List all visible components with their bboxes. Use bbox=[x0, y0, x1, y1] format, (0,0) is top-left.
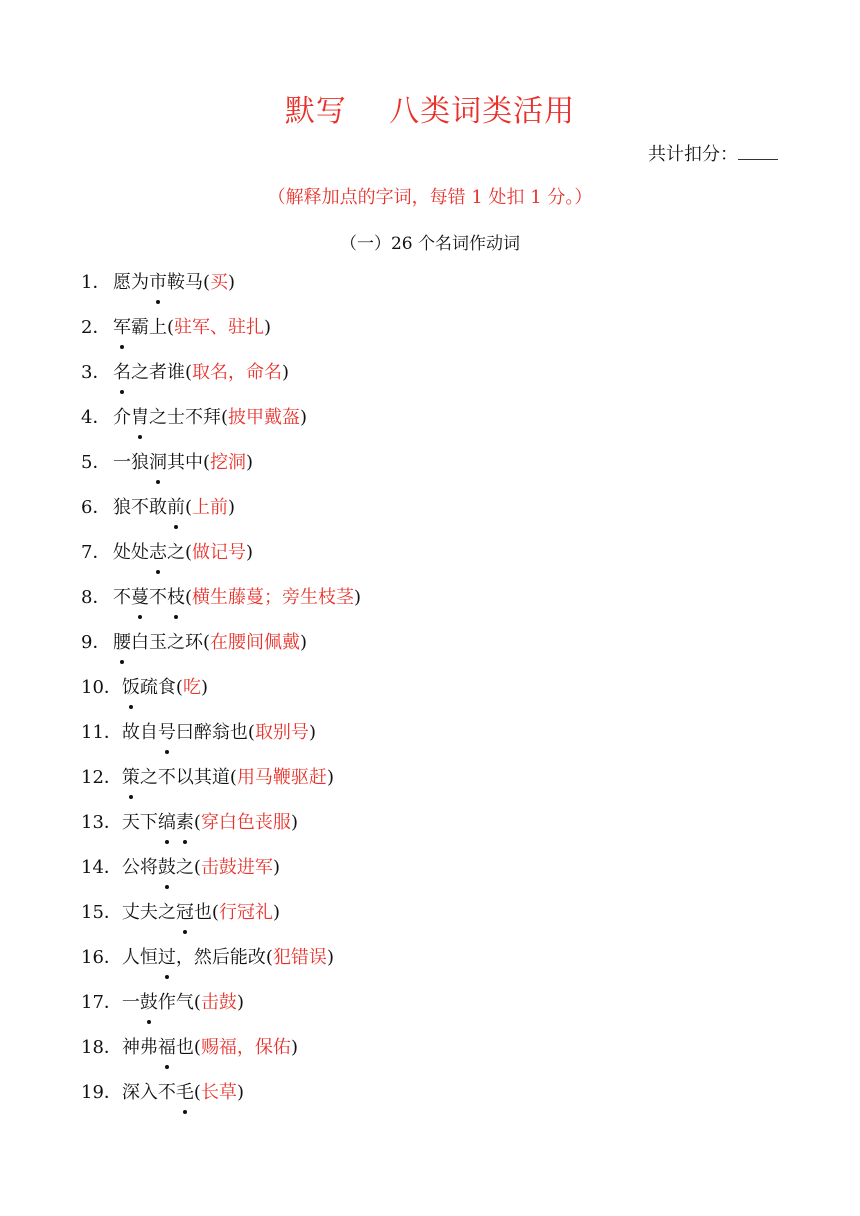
answer-text: 驻军、驻扎 bbox=[174, 317, 265, 338]
dotted-char: 市 bbox=[149, 268, 167, 298]
item-text: 其中 bbox=[167, 452, 203, 473]
list-item bbox=[81, 313, 801, 358]
item-number: 7． bbox=[81, 542, 111, 563]
item-text: 一 bbox=[121, 992, 140, 1013]
item-text: 之者谁 bbox=[131, 362, 185, 383]
dotted-char: 胄 bbox=[131, 403, 149, 433]
item-text: 丈夫之 bbox=[121, 902, 176, 923]
answer-text: 横生藤蔓；旁生枝茎 bbox=[192, 587, 355, 608]
paren: ( bbox=[193, 812, 201, 833]
dotted-char: 枝 bbox=[167, 583, 185, 613]
dotted-word bbox=[131, 407, 149, 428]
dotted-word bbox=[158, 722, 176, 743]
paren: ( bbox=[175, 677, 183, 698]
paren: ) bbox=[300, 407, 308, 428]
list-item bbox=[81, 898, 801, 943]
dotted-word bbox=[113, 317, 131, 338]
dotted-char: 军 bbox=[113, 313, 131, 343]
answer-text: 赐福，保佑 bbox=[200, 1037, 291, 1058]
paren: ( bbox=[185, 587, 193, 608]
paren: ) bbox=[290, 812, 298, 833]
dotted-char: 素 bbox=[176, 808, 194, 838]
dotted-char: 过 bbox=[158, 943, 176, 973]
question-list bbox=[81, 268, 801, 1123]
paren: ( bbox=[185, 362, 193, 383]
item-number: 8． bbox=[81, 587, 111, 608]
paren: ( bbox=[211, 902, 219, 923]
paren: ( bbox=[167, 317, 175, 338]
list-item bbox=[81, 583, 801, 628]
paren: ( bbox=[221, 407, 229, 428]
answer-text: 挖洞 bbox=[210, 452, 247, 473]
list-item bbox=[81, 763, 801, 808]
item-text: 曰醉翁也 bbox=[175, 722, 248, 743]
paren: ) bbox=[326, 947, 334, 968]
item-text: 之士不拜 bbox=[149, 407, 221, 428]
dotted-char: 福 bbox=[158, 1033, 176, 1063]
paren: ) bbox=[228, 272, 236, 293]
paren: ( bbox=[247, 722, 255, 743]
item-text: 鞍马 bbox=[167, 272, 203, 293]
dotted-word bbox=[149, 272, 167, 293]
answer-text: 长草 bbox=[200, 1082, 237, 1103]
item-text: ，然后能改 bbox=[175, 947, 266, 968]
dotted-char: 前 bbox=[167, 493, 185, 523]
paren: ) bbox=[228, 497, 236, 518]
answer-text: 取别号 bbox=[254, 722, 309, 743]
paren: ) bbox=[236, 992, 244, 1013]
item-text: 也 bbox=[193, 902, 212, 923]
dotted-word bbox=[140, 992, 158, 1013]
score-blank bbox=[738, 143, 778, 160]
paren: ) bbox=[300, 632, 308, 653]
item-text: 之 bbox=[175, 857, 194, 878]
item-text: 公将 bbox=[121, 857, 158, 878]
list-item bbox=[81, 493, 801, 538]
dotted-word bbox=[113, 632, 131, 653]
dotted-word bbox=[158, 1037, 176, 1058]
item-number: 13． bbox=[81, 812, 122, 833]
item-number: 6． bbox=[81, 497, 111, 518]
dotted-char: 鼓 bbox=[140, 988, 158, 1018]
paren: ( bbox=[193, 1082, 201, 1103]
dotted-word bbox=[158, 812, 194, 833]
item-number: 18． bbox=[81, 1037, 122, 1058]
answer-text: 上前 bbox=[192, 497, 229, 518]
dotted-char: 蔓 bbox=[131, 583, 149, 613]
paren: ) bbox=[246, 452, 254, 473]
dotted-word bbox=[167, 587, 185, 608]
answer-text: 做记号 bbox=[192, 542, 247, 563]
paren: ) bbox=[200, 677, 208, 698]
item-number: 2． bbox=[81, 317, 111, 338]
item-text: 白玉之环 bbox=[131, 632, 203, 653]
item-text: 狼不敢 bbox=[113, 497, 167, 518]
dotted-char: 冠 bbox=[176, 898, 194, 928]
dotted-word bbox=[122, 677, 140, 698]
paren: ) bbox=[354, 587, 362, 608]
dotted-char: 缟 bbox=[158, 808, 176, 838]
paren: ) bbox=[264, 317, 272, 338]
item-text: 不 bbox=[113, 587, 131, 608]
dotted-char: 腰 bbox=[113, 628, 131, 658]
paren: ) bbox=[272, 902, 280, 923]
item-text: 神弗 bbox=[121, 1037, 158, 1058]
item-text: 也 bbox=[175, 1037, 194, 1058]
item-number: 11． bbox=[81, 722, 122, 743]
page-title: 默写 八类词类活用 bbox=[284, 94, 576, 129]
paren: ( bbox=[229, 767, 237, 788]
score-label: 共计扣分： bbox=[648, 144, 738, 165]
dotted-word bbox=[167, 497, 185, 518]
list-item bbox=[81, 268, 801, 313]
item-text: 愿为 bbox=[113, 272, 149, 293]
paren: ) bbox=[282, 362, 290, 383]
item-number: 12． bbox=[81, 767, 122, 788]
paren: ( bbox=[185, 497, 193, 518]
answer-text: 击鼓进军 bbox=[200, 857, 273, 878]
paren: ) bbox=[308, 722, 316, 743]
answer-text: 吃 bbox=[182, 677, 201, 698]
dotted-char: 号 bbox=[158, 718, 176, 748]
item-text: 天下 bbox=[121, 812, 158, 833]
dotted-char: 名 bbox=[113, 358, 131, 388]
item-number: 17． bbox=[81, 992, 122, 1013]
list-item bbox=[81, 403, 801, 448]
dotted-word bbox=[149, 542, 167, 563]
item-number: 9． bbox=[81, 632, 111, 653]
list-item bbox=[81, 628, 801, 673]
dotted-char: 鼓 bbox=[158, 853, 176, 883]
paren: ( bbox=[265, 947, 273, 968]
list-item bbox=[81, 358, 801, 403]
paren: ( bbox=[203, 632, 211, 653]
item-text: 介 bbox=[113, 407, 131, 428]
list-item bbox=[81, 1078, 801, 1123]
item-number: 16． bbox=[81, 947, 122, 968]
item-number: 5． bbox=[81, 452, 111, 473]
answer-text: 行冠礼 bbox=[218, 902, 273, 923]
dotted-word bbox=[131, 587, 149, 608]
answer-text: 犯错误 bbox=[272, 947, 327, 968]
instruction: （解释加点的字词，每错 1 处扣 1 分。） bbox=[267, 187, 593, 208]
paren: ( bbox=[193, 992, 201, 1013]
score-deduction bbox=[648, 140, 778, 166]
answer-text: 在腰间佩戴 bbox=[210, 632, 301, 653]
list-item bbox=[81, 673, 801, 718]
paren: ) bbox=[236, 1082, 244, 1103]
item-text: 不 bbox=[149, 587, 167, 608]
item-text: 疏食 bbox=[139, 677, 176, 698]
dotted-char: 饭 bbox=[122, 673, 140, 703]
answer-text: 穿白色丧服 bbox=[200, 812, 291, 833]
dotted-word bbox=[113, 362, 131, 383]
item-number: 4． bbox=[81, 407, 111, 428]
answer-text: 披甲戴盔 bbox=[228, 407, 301, 428]
item-number: 3． bbox=[81, 362, 111, 383]
list-item bbox=[81, 943, 801, 988]
dotted-word bbox=[176, 1082, 194, 1103]
item-text: 之 bbox=[167, 542, 185, 563]
section-heading: （一）26 个名词作动词 bbox=[339, 234, 521, 254]
dotted-word bbox=[176, 902, 194, 923]
item-number: 14． bbox=[81, 857, 122, 878]
item-text: 处处 bbox=[113, 542, 149, 563]
dotted-char: 策 bbox=[122, 763, 140, 793]
paren: ) bbox=[246, 542, 254, 563]
answer-text: 取名，命名 bbox=[192, 362, 283, 383]
item-text: 故自 bbox=[121, 722, 158, 743]
item-text: 之不以其道 bbox=[139, 767, 230, 788]
item-number: 19． bbox=[81, 1082, 122, 1103]
dotted-char: 洞 bbox=[149, 448, 167, 478]
paren: ) bbox=[290, 1037, 298, 1058]
dotted-word bbox=[158, 947, 176, 968]
item-text: 人恒 bbox=[121, 947, 158, 968]
list-item bbox=[81, 808, 801, 853]
dotted-char: 毛 bbox=[176, 1078, 194, 1108]
dotted-word bbox=[149, 452, 167, 473]
item-text: 霸上 bbox=[131, 317, 167, 338]
paren: ( bbox=[203, 452, 211, 473]
item-text: 一狼 bbox=[113, 452, 149, 473]
paren: ) bbox=[272, 857, 280, 878]
answer-text: 买 bbox=[210, 272, 229, 293]
dotted-word bbox=[158, 857, 176, 878]
dotted-word bbox=[122, 767, 140, 788]
list-item bbox=[81, 988, 801, 1033]
list-item bbox=[81, 538, 801, 583]
paren: ( bbox=[185, 542, 193, 563]
list-item bbox=[81, 853, 801, 898]
paren: ( bbox=[193, 1037, 201, 1058]
paren: ( bbox=[203, 272, 211, 293]
list-item bbox=[81, 718, 801, 763]
paren: ) bbox=[326, 767, 334, 788]
item-text: 深入不 bbox=[121, 1082, 176, 1103]
item-number: 15． bbox=[81, 902, 122, 923]
item-text: 作气 bbox=[157, 992, 194, 1013]
item-number: 1． bbox=[81, 272, 111, 293]
paren: ( bbox=[193, 857, 201, 878]
list-item bbox=[81, 1033, 801, 1078]
list-item bbox=[81, 448, 801, 493]
answer-text: 击鼓 bbox=[200, 992, 237, 1013]
answer-text: 用马鞭驱赶 bbox=[236, 767, 327, 788]
item-number: 10． bbox=[81, 677, 122, 698]
dotted-char: 志 bbox=[149, 538, 167, 568]
